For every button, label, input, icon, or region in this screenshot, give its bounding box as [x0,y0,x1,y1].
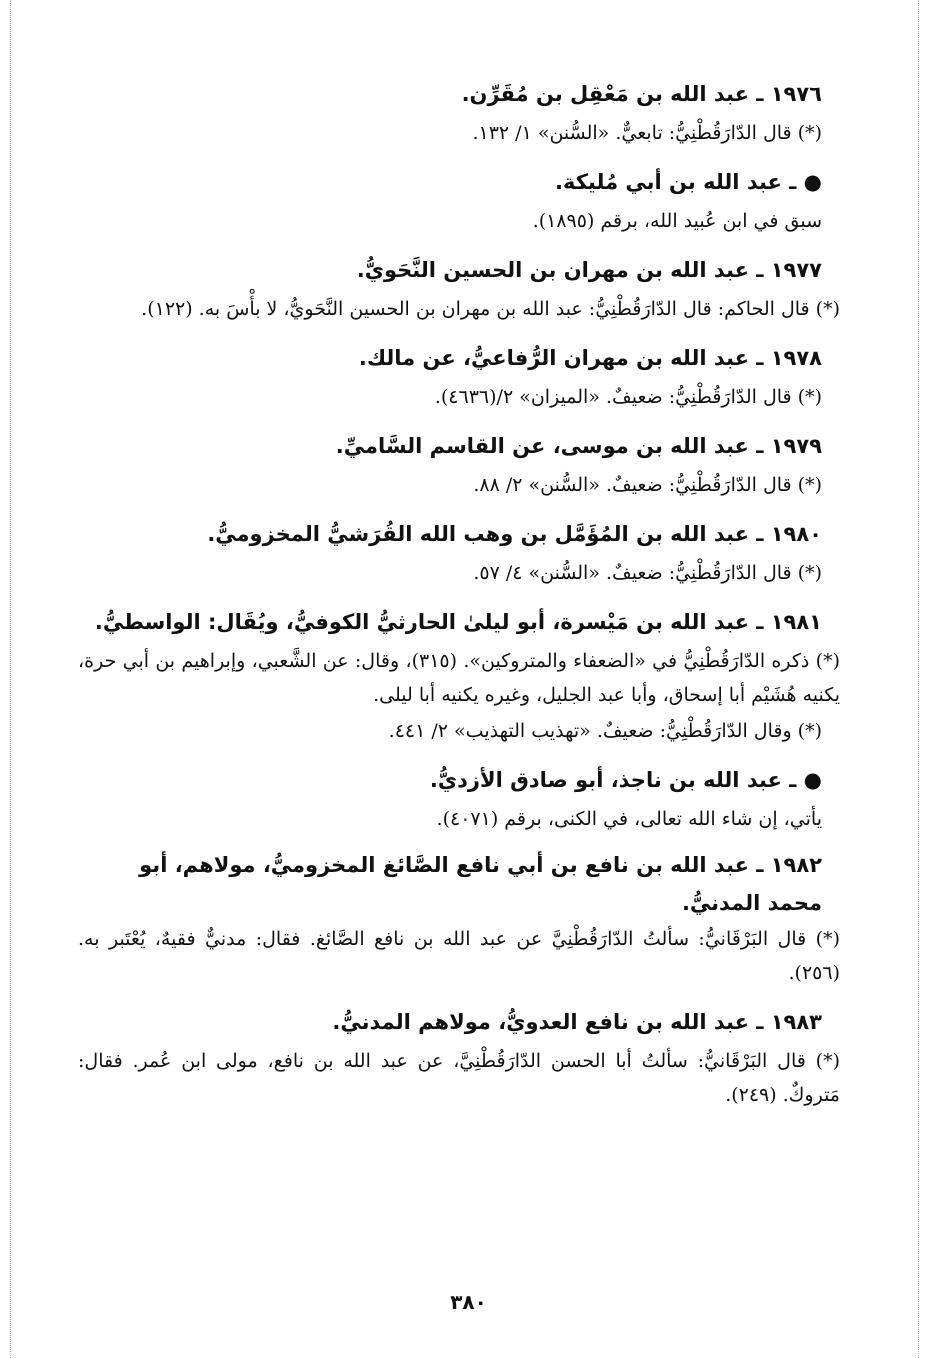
entry-1982 [78,846,840,990]
entry-paragraph: (*) قال الدّارَقُطْنِيُّ: ضعيفٌ. «الميزان» ٢/(٤٦٣٦). [434,386,822,408]
entry-heading: ١٩٧٩ ـ عبد الله بن موسى، عن القاسم السَّاميِّ. [335,434,822,458]
entry-paragraph: (*) قال الحاكم: قال الدّارَقُطْنِيُّ: عبد الله بن مهران بن الحسين النَّحَويُّ، لا بأْسَ به. (١٢٢). [141,298,840,320]
entry-1976 [78,72,840,150]
entry-heading: ١٩٨٣ ـ عبد الله بن نافع العدويُّ، مولاهم المدنيُّ. [332,1010,822,1034]
entry-heading: ١٩٨٠ ـ عبد الله بن المُؤَمَّل بن وهب الله القُرَشيُّ المخزوميُّ. [207,522,822,546]
entry-paragraph: (*) قال البَرْقَانيُّ: سألتُ الدّارَقُطْنِيَّ عن عبد الله بن نافع الصَّائغ. فقال: مدنيٌّ فقيهٌ، يُعْتَبر به. (٢٥٦). [78,928,840,984]
right-margin-line [918,0,919,1358]
entry-ibn-abi-mulayka [78,160,840,238]
entry-heading: ١٩٨١ ـ عبد الله بن مَيْسرة، أبو ليلىٰ الحارثيُّ الكوفيُّ، ويُقَال: الواسطيُّ. [94,610,822,634]
entry-heading: ١٩٧٦ ـ عبد الله بن مَعْقِل بن مُقَرِّن. [461,82,822,106]
entry-heading: ● ـ عبد الله بن أبي مُليكة. [555,170,822,194]
entry-1983 [78,1000,840,1112]
entry-paragraph: (*) وقال الدّارَقُطْنِيُّ: ضعيفٌ. «تهذيب التهذيب» ٢/ ٤٤١. [388,720,822,742]
entry-paragraph: سبق في ابن عُبيد الله، برقم (١٨٩٥). [532,210,822,232]
page-number: ٣٨٠ [450,1290,487,1314]
entry-heading: ١٩٧٨ ـ عبد الله بن مهران الرُّفاعيُّ، عن مالك. [358,346,822,370]
entry-paragraph: (*) قال الدّارَقُطْنِيُّ: تابعيٌّ. «السُّنن» ١/ ١٣٢. [472,122,822,144]
entry-heading: ١٩٧٧ ـ عبد الله بن مهران بن الحسين النَّحَويُّ. [356,258,822,282]
entry-1980 [78,512,840,590]
entry-heading: ● ـ عبد الله بن ناجذ، أبو صادق الأزديُّ. [429,768,822,792]
entry-1979 [78,424,840,502]
left-margin-line [10,0,11,1358]
entry-1981 [78,600,840,748]
entry-paragraph: يأتي، إن شاء الله تعالى، في الكنى، برقم (٤٠٧١). [436,808,822,830]
entry-paragraph: (*) قال البَرْقَانيُّ: سألتُ أبا الحسن الدّارَقُطْنِيَّ، عن عبد الله بن نافع، مولى ابن عُمر. فقال: مَتروكٌ. (٢٤٩). [78,1050,840,1106]
entry-paragraph: (*) ذكره الدّارَقُطْنِيُّ في «الضعفاء والمتروكين». (٣١٥)، وقال: عن الشَّعبي، وإبراهيم بن أبي حرة، يكنيه هُشَيْم أبا إسحاق، وأبا عبد الجليل، وغيره يكنيه أبا ليلى. [78,650,840,706]
entry-ibn-najidh [78,758,840,836]
entry-paragraph: (*) قال الدّارَقُطْنِيُّ: ضعيفٌ. «السُّنن» ٤/ ٥٧. [473,562,822,584]
entry-1977 [78,248,840,326]
entry-heading: ١٩٨٢ ـ عبد الله بن نافع بن أبي نافع الصَّائغ المخزوميُّ، مولاهم، أبو محمد المدنيُّ. [139,853,822,915]
document-page [78,72,840,1122]
entry-paragraph: (*) قال الدّارَقُطْنِيُّ: ضعيفٌ. «السُّنن» ٢/ ٨٨. [473,474,822,496]
entry-1978 [78,336,840,414]
